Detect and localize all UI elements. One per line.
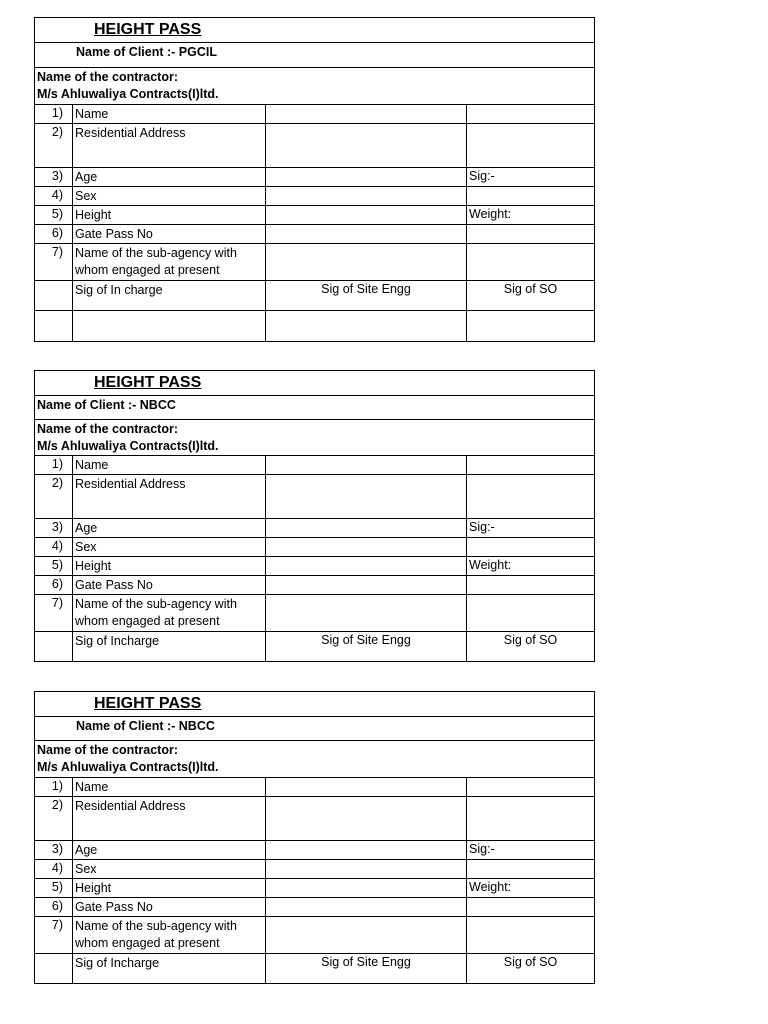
row-number: 5) xyxy=(35,206,73,224)
row-label: Age xyxy=(73,168,266,186)
pass-title-row xyxy=(35,692,594,716)
pass-title-row xyxy=(35,371,594,395)
weight-cell[interactable]: Weight: xyxy=(469,558,512,572)
field-row-height xyxy=(35,205,594,224)
row-label: Name xyxy=(73,456,266,474)
row-right-cell[interactable] xyxy=(467,538,594,556)
height-input-cell[interactable] xyxy=(266,206,467,224)
field-row-sub-agency xyxy=(35,243,594,280)
address-input-cell[interactable] xyxy=(266,124,467,167)
row-label: Residential Address xyxy=(73,797,266,840)
row-label: Height xyxy=(73,557,266,575)
signature-cell[interactable]: Sig:- xyxy=(469,842,495,856)
sig-site-engg-label: Sig of Site Engg xyxy=(266,281,467,310)
row-number: 2) xyxy=(35,475,73,518)
field-row-address xyxy=(35,123,594,167)
row-label: Sex xyxy=(73,187,266,205)
height-pass-1 xyxy=(34,17,595,342)
row-number: 7) xyxy=(35,595,73,631)
signature-label-row xyxy=(35,280,594,310)
sig-incharge-label: Sig of Incharge xyxy=(73,954,266,983)
row-number: 4) xyxy=(35,860,73,878)
height-input-cell[interactable] xyxy=(266,879,467,897)
sig-so-label: Sig of SO xyxy=(503,282,558,296)
address-input-cell[interactable] xyxy=(266,797,467,840)
row-label: Name of the sub-agency with whom engaged at present xyxy=(73,595,266,631)
row-number: 3) xyxy=(35,168,73,186)
field-row-sub-agency xyxy=(35,916,594,953)
height-pass-2 xyxy=(34,370,595,662)
row-label: Age xyxy=(73,841,266,859)
name-input-cell[interactable] xyxy=(266,456,467,474)
row-label: Height xyxy=(73,879,266,897)
name-input-cell[interactable] xyxy=(266,105,467,123)
sub-agency-input-cell[interactable] xyxy=(266,244,467,280)
client-row xyxy=(35,42,594,67)
sex-input-cell[interactable] xyxy=(266,860,467,878)
row-right-cell[interactable] xyxy=(467,778,594,796)
row-number: 6) xyxy=(35,225,73,243)
sex-input-cell[interactable] xyxy=(266,187,467,205)
row-number: 6) xyxy=(35,576,73,594)
row-right-cell[interactable] xyxy=(467,576,594,594)
client-row xyxy=(35,395,594,419)
row-number: 3) xyxy=(35,841,73,859)
field-row-age xyxy=(35,518,594,537)
contractor-name: M/s Ahluwaliya Contracts(I)ltd. xyxy=(37,87,219,101)
row-right-cell[interactable] xyxy=(467,898,594,916)
row-number: 2) xyxy=(35,797,73,840)
signature-label-row xyxy=(35,953,594,983)
blank-cell xyxy=(35,632,73,661)
blank-cell xyxy=(35,954,73,983)
contractor-row xyxy=(35,419,594,455)
gate-pass-input-cell[interactable] xyxy=(266,898,467,916)
contractor-label: Name of the contractor: xyxy=(37,743,178,757)
row-label: Sex xyxy=(73,538,266,556)
sig-so-cell[interactable] xyxy=(467,311,594,341)
row-number: 2) xyxy=(35,124,73,167)
height-pass-3 xyxy=(34,691,595,984)
row-label: Residential Address xyxy=(73,475,266,518)
field-row-sex xyxy=(35,186,594,205)
row-label: Gate Pass No xyxy=(73,225,266,243)
field-row-sex xyxy=(35,859,594,878)
sig-so-label: Sig of SO xyxy=(503,955,558,969)
row-label: Residential Address xyxy=(73,124,266,167)
gate-pass-input-cell[interactable] xyxy=(266,576,467,594)
row-right-cell[interactable] xyxy=(467,797,594,840)
sig-site-engg-label: Sig of Site Engg xyxy=(266,954,467,983)
row-number: 6) xyxy=(35,898,73,916)
field-row-gate-pass xyxy=(35,575,594,594)
row-number: 7) xyxy=(35,917,73,953)
row-label: Name xyxy=(73,105,266,123)
contractor-row xyxy=(35,67,594,104)
sig-incharge-label: Sig of Incharge xyxy=(73,632,266,661)
weight-cell[interactable]: Weight: xyxy=(469,880,512,894)
name-input-cell[interactable] xyxy=(266,778,467,796)
signature-blank-row xyxy=(35,310,594,341)
row-label: Name of the sub-agency with whom engaged at present xyxy=(73,244,266,280)
row-number: 1) xyxy=(35,105,73,123)
field-row-sub-agency xyxy=(35,594,594,631)
age-input-cell[interactable] xyxy=(266,841,467,859)
pass-title: HEIGHT PASS xyxy=(94,695,202,712)
row-right-cell[interactable] xyxy=(467,105,594,123)
field-row-gate-pass xyxy=(35,897,594,916)
row-label: Height xyxy=(73,206,266,224)
signature-cell[interactable]: Sig:- xyxy=(469,520,495,534)
field-row-gate-pass xyxy=(35,224,594,243)
contractor-name: M/s Ahluwaliya Contracts(I)ltd. xyxy=(37,760,219,774)
row-number: 7) xyxy=(35,244,73,280)
gate-pass-input-cell[interactable] xyxy=(266,225,467,243)
sig-incharge-label: Sig of In charge xyxy=(73,281,266,310)
row-right-cell[interactable] xyxy=(467,244,594,280)
row-right-cell[interactable] xyxy=(467,595,594,631)
sig-incharge-cell[interactable] xyxy=(73,311,266,341)
row-label: Sex xyxy=(73,860,266,878)
row-number: 4) xyxy=(35,187,73,205)
sig-site-engg-label: Sig of Site Engg xyxy=(266,632,467,661)
blank-cell xyxy=(35,281,73,310)
pass-title-row xyxy=(35,18,594,42)
row-number: 3) xyxy=(35,519,73,537)
address-input-cell[interactable] xyxy=(266,475,467,518)
sub-agency-input-cell[interactable] xyxy=(266,917,467,953)
field-row-height xyxy=(35,878,594,897)
signature-label-row xyxy=(35,631,594,661)
signature-cell[interactable]: Sig:- xyxy=(469,169,495,183)
field-row-height xyxy=(35,556,594,575)
row-label: Name xyxy=(73,778,266,796)
row-right-cell[interactable] xyxy=(467,475,594,518)
row-right-cell[interactable] xyxy=(467,124,594,167)
row-right-cell[interactable] xyxy=(467,187,594,205)
contractor-row xyxy=(35,740,594,777)
row-right-cell[interactable] xyxy=(467,456,594,474)
row-label: Name of the sub-agency with whom engaged at present xyxy=(73,917,266,953)
client-name: Name of Client :- NBCC xyxy=(37,398,176,412)
row-number: 5) xyxy=(35,879,73,897)
field-row-age xyxy=(35,167,594,186)
field-row-name xyxy=(35,777,594,796)
sex-input-cell[interactable] xyxy=(266,538,467,556)
row-right-cell[interactable] xyxy=(467,917,594,953)
sub-agency-input-cell[interactable] xyxy=(266,595,467,631)
row-label: Gate Pass No xyxy=(73,576,266,594)
field-row-address xyxy=(35,796,594,840)
row-right-cell[interactable] xyxy=(467,225,594,243)
field-row-sex xyxy=(35,537,594,556)
age-input-cell[interactable] xyxy=(266,168,467,186)
contractor-name: M/s Ahluwaliya Contracts(I)ltd. xyxy=(37,439,219,453)
weight-cell[interactable]: Weight: xyxy=(469,207,512,221)
row-right-cell[interactable] xyxy=(467,860,594,878)
row-label: Age xyxy=(73,519,266,537)
pass-title: HEIGHT PASS xyxy=(94,374,202,391)
blank-cell xyxy=(35,311,73,341)
client-name: Name of Client :- NBCC xyxy=(76,719,215,733)
client-name: Name of Client :- PGCIL xyxy=(76,45,217,59)
row-number: 1) xyxy=(35,456,73,474)
row-number: 4) xyxy=(35,538,73,556)
age-input-cell[interactable] xyxy=(266,519,467,537)
pass-title: HEIGHT PASS xyxy=(94,21,202,38)
row-label: Gate Pass No xyxy=(73,898,266,916)
field-row-address xyxy=(35,474,594,518)
contractor-label: Name of the contractor: xyxy=(37,70,178,84)
field-row-age xyxy=(35,840,594,859)
height-input-cell[interactable] xyxy=(266,557,467,575)
row-number: 1) xyxy=(35,778,73,796)
field-row-name xyxy=(35,455,594,474)
field-row-name xyxy=(35,104,594,123)
contractor-label: Name of the contractor: xyxy=(37,422,178,436)
sig-site-engg-cell[interactable] xyxy=(266,311,467,341)
sig-so-label: Sig of SO xyxy=(503,633,558,647)
client-row xyxy=(35,716,594,740)
row-number: 5) xyxy=(35,557,73,575)
